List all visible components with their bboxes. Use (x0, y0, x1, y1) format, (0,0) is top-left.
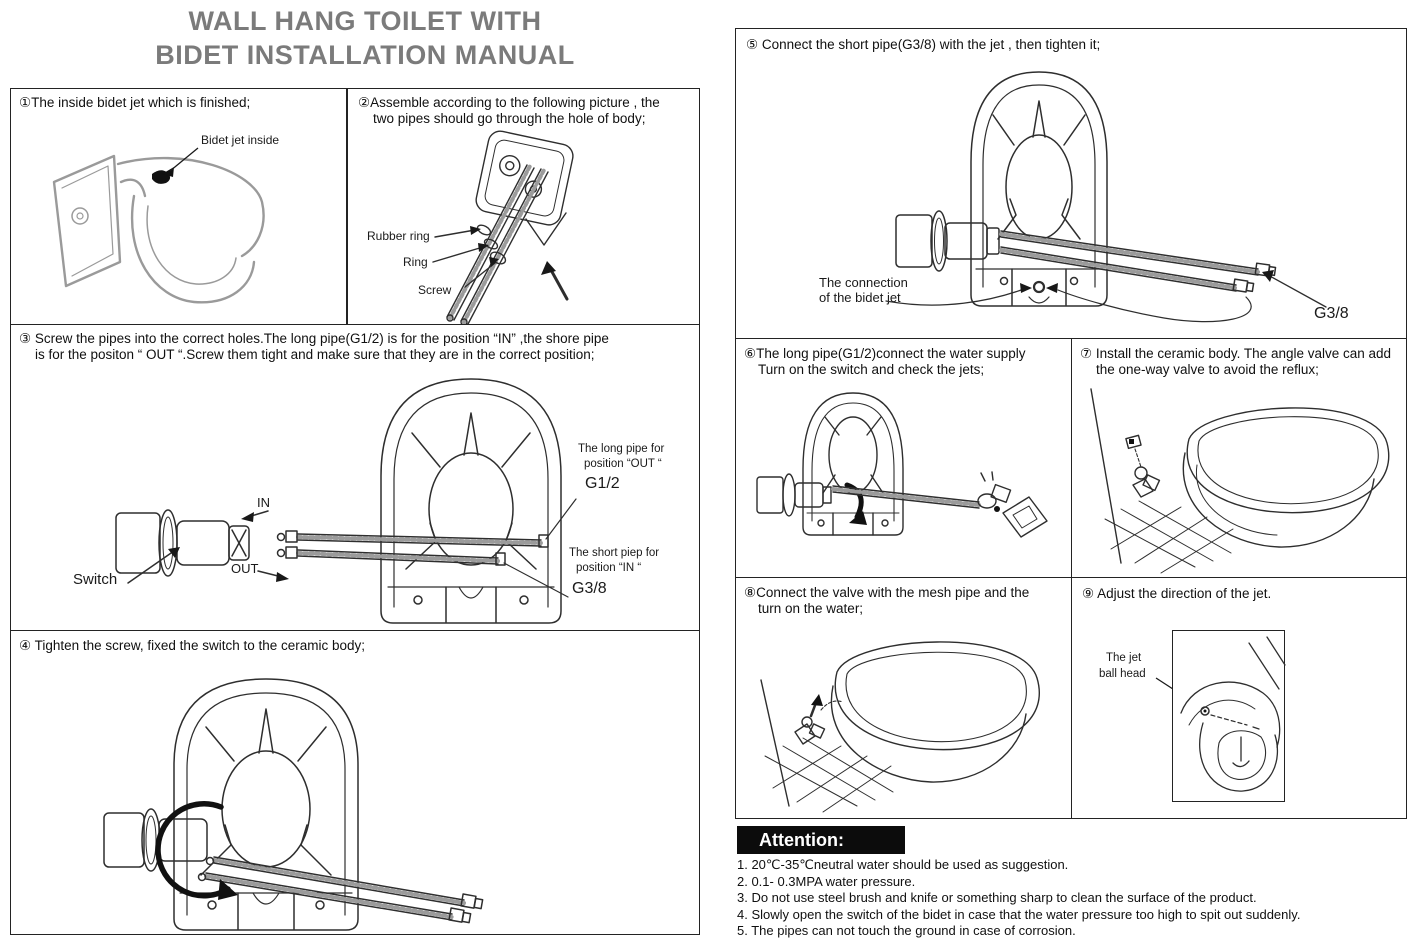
screw-label: Screw (418, 283, 452, 297)
connection-label-line1: The connection (819, 275, 908, 290)
panel-divider (346, 89, 348, 325)
bidet-jet-icon (152, 167, 174, 184)
panel-step7 (1071, 338, 1407, 579)
one-way-valve (1135, 467, 1147, 479)
angle-valve (978, 494, 996, 508)
panel-step6 (735, 338, 1073, 579)
toilet-seat-outline (835, 642, 1039, 750)
step4-heading: ④ Tighten the screw, fixed the switch to the ceramic body; (19, 638, 366, 653)
step2-heading-line2: two pipes should go through the hole of body; (373, 111, 646, 126)
bidet-bracket-drawing (26, 144, 346, 322)
step4-drawing (16, 657, 694, 933)
bidet-jet-connection-point (1034, 282, 1044, 292)
out-label: OUT (231, 561, 259, 576)
jet-ball-head-label-line1: The jet (1106, 652, 1142, 664)
short-pipe-label-line2: position “IN “ (576, 562, 642, 574)
step5-heading: ⑤ Connect the short pipe(G3/8) with the jet , then tighten it; (746, 37, 1101, 52)
in-label: IN (257, 495, 270, 510)
attention-note-1: 1. 20℃-35℃neutral water should be used as suggestion. (737, 857, 1069, 872)
page-title (15, 4, 715, 72)
jet-ball-head-label-line2: ball head (1099, 668, 1146, 680)
long-pipe-label-line1: The long pipe for (578, 443, 665, 455)
attention-title: Attention: (737, 826, 905, 854)
step6-heading-line1: ⑥The long pipe(G1/2)connect the water supply (744, 346, 1026, 361)
switch-body (896, 215, 932, 267)
switch-label: Switch (73, 571, 118, 588)
step7-drawing (1077, 381, 1402, 577)
attention-note-2: 2. 0.1- 0.3MPA water pressure. (737, 873, 916, 889)
attention-notes (737, 857, 1410, 939)
tighten-rotation-arrow (158, 804, 228, 896)
step1-heading: ①The inside bidet jet which is finished; (19, 95, 251, 110)
step5-drawing (746, 57, 1396, 335)
g38-label-step3: G3/8 (572, 580, 607, 597)
page-title-line2: BIDET INSTALLATION MANUAL (155, 40, 575, 70)
jet-detail-drawing (1173, 631, 1286, 803)
step8-heading-line1: ⑧Connect the valve with the mesh pipe and the (744, 585, 1030, 600)
switch-arrow (168, 547, 180, 558)
connection-arrow-right (1046, 283, 1058, 293)
jet-detail-frame (1172, 630, 1285, 802)
in-arrow (241, 512, 254, 522)
step7-heading-line2: the one-way valve to avoid the reflux; (1096, 362, 1319, 377)
step3-drawing (16, 371, 694, 629)
step8-drawing (741, 620, 1068, 816)
switch-body (116, 513, 160, 573)
step6-drawing (741, 381, 1068, 577)
panel-step1-step2 (10, 88, 700, 326)
connection-arrow-left (1020, 283, 1032, 293)
toilet-seat-outline (1187, 408, 1389, 513)
step7-heading-line1: ⑦ Install the ceramic body. The angle valve can add (1080, 346, 1392, 361)
connection-label-line2: of the bidet jet (819, 290, 901, 305)
step3-heading-line2: is for the positon “ OUT “.Screw them tight and make sure that they are in the correct position; (35, 347, 595, 362)
bidet-jet-inside-label: Bidet jet inside (201, 133, 280, 147)
wall-line (1091, 389, 1121, 563)
g38-label-step5: G3/8 (1314, 305, 1349, 322)
switch-body (104, 813, 144, 867)
panel-step4 (10, 630, 700, 935)
panel-step5 (735, 28, 1407, 340)
panel-step3 (10, 324, 700, 632)
step3-heading-line1: ③ Screw the pipes into the correct holes.The long pipe(G1/2) is for the position “IN” ,the shore pipe (19, 331, 609, 346)
step9-heading: ⑨ Adjust the direction of the jet. (1082, 586, 1272, 601)
step6-heading-line2: Turn on the switch and check the jets; (758, 362, 985, 377)
switch-body (757, 477, 783, 513)
step2-heading-line1: ②Assemble according to the following picture , the (358, 95, 660, 110)
pipes-assembly-drawing (351, 127, 701, 322)
rubber-ring-label: Rubber ring (367, 229, 430, 243)
step8-heading-line2: turn on the water; (758, 601, 864, 616)
page-title-line1: WALL HANG TOILET WITH (188, 6, 542, 36)
long-pipe-label-line2: position “OUT “ (584, 458, 662, 470)
attention-note-3: 3. Do not use steel brush and knife or something sharp to clean the surface of the product. (737, 890, 1257, 906)
short-pipe-label-line1: The short piep for (569, 547, 660, 559)
water-on-arrow (811, 694, 823, 706)
ring-label: Ring (403, 255, 428, 269)
attention-note-4: 4. Slowly open the switch of the bidet in case that the water pressure too high to spit out suddenly. (737, 906, 1301, 922)
out-arrow (276, 572, 289, 582)
g12-label: G1/2 (585, 475, 620, 492)
attention-note-5: 5. The pipes can not touch the ground in case of corrosion. (737, 923, 1076, 939)
panel-step8 (735, 577, 1073, 819)
panel-step9 (1071, 577, 1407, 819)
